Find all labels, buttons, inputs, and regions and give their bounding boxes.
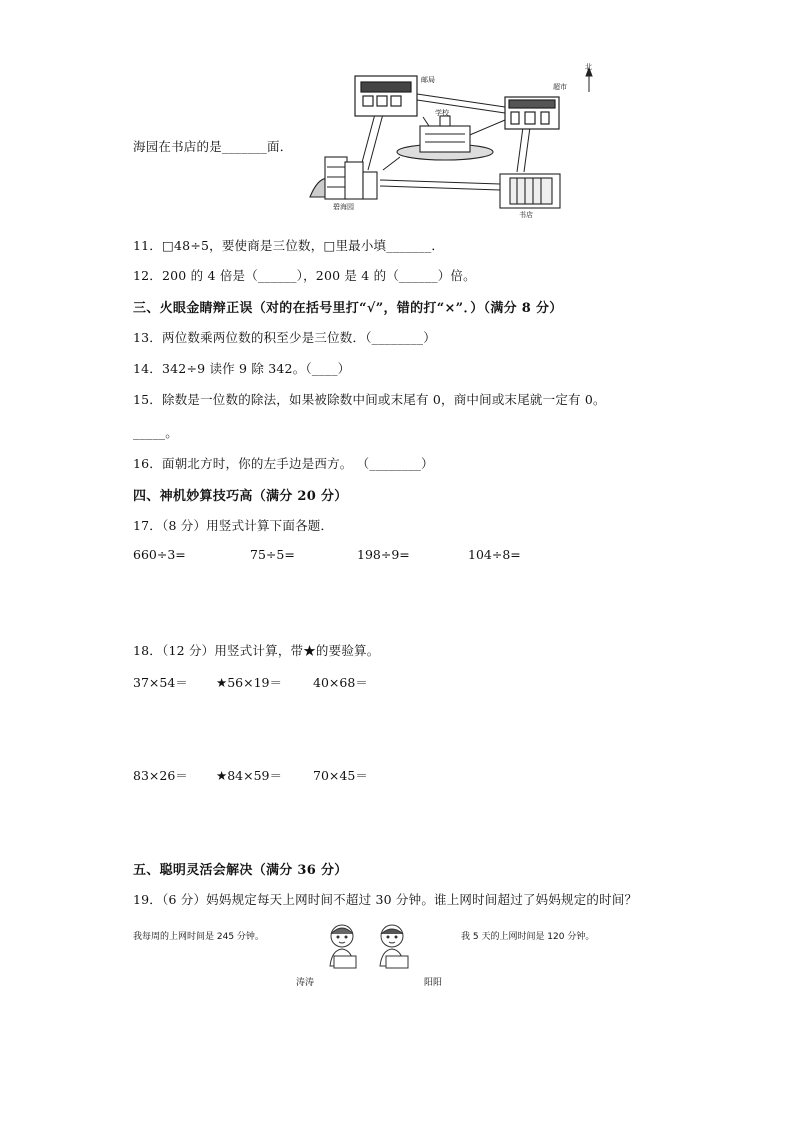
q17-text: 17．（8 分）用竖式计算下面各题．	[133, 518, 334, 533]
q16-text: 16．面朝北方时，你的左手边是西方。 （________）	[133, 456, 434, 471]
q12-text: 12．200 的 4 倍是（______），200 是 4 的（______）倍。	[133, 268, 476, 283]
supermarket-building	[505, 97, 559, 129]
map-label-north: 北	[585, 63, 592, 71]
park-building	[310, 157, 377, 199]
section4-title: 四、神机妙算技巧高（满分 20 分）	[133, 489, 348, 504]
q17-item: 660÷3=	[133, 547, 186, 562]
q17-item: 75÷5=	[250, 547, 295, 562]
map-label-post: 邮局	[421, 76, 435, 84]
map-label-market: 超市	[553, 83, 567, 91]
kids-drawing	[320, 922, 420, 974]
school-building	[397, 116, 493, 160]
q11-text: 11．□48÷5，要使商是三位数，□里最小填_______．	[133, 238, 445, 253]
map-label-bookstore: 书店	[519, 211, 533, 219]
section5-title: 五、聪明灵活会解决（满分 36 分）	[133, 863, 348, 878]
q18-item: ★56×19＝	[216, 675, 282, 690]
right-name: 阳阳	[424, 978, 443, 988]
q10-text: 海园在书店的是_______面．	[133, 139, 293, 154]
post-office-building	[355, 76, 417, 116]
q14-text: 14．342÷9 读作 9 除 342。（____）	[133, 361, 351, 376]
right-speech: 我 5 天的上网时间是 120 分钟。	[461, 932, 595, 942]
bookstore-building	[500, 174, 560, 208]
left-name: 涛涛	[296, 978, 315, 988]
q19-text: 19．（6 分）妈妈规定每天上网时间不超过 30 分钟。谁上网时间超过了妈妈规定的时间？	[133, 892, 638, 907]
q15-line1: 15．除数是一位数的除法，如果被除数中间或末尾有 0，商中间或末尾就一定有 0。	[133, 392, 606, 407]
section3-title: 三、火眼金睛辩正误（对的在括号里打“√”，错的打“×”．）（满分 8 分）	[133, 301, 563, 316]
q15-line2: _____。	[133, 425, 178, 440]
q18-item: 37×54＝	[133, 675, 188, 690]
q13-text: 13．两位数乘两位数的积至少是三位数．（________）	[133, 330, 436, 345]
left-speech: 我每周的上网时间是 245 分钟。	[133, 932, 264, 942]
q17-item: 198÷9=	[357, 547, 410, 562]
q17-item: 104÷8=	[468, 547, 521, 562]
q18-item: 83×26＝	[133, 768, 188, 783]
map-label-park: 碧海园	[333, 203, 354, 211]
q18-item: ★84×59＝	[216, 768, 282, 783]
q18-text: 18．（12 分）用竖式计算，带★的要验算。	[133, 643, 380, 658]
q18-item: 40×68＝	[313, 675, 368, 690]
map-label-school: 学校	[435, 109, 449, 117]
q18-item: 70×45＝	[313, 768, 368, 783]
kids-illustration	[320, 922, 420, 974]
direction-map	[305, 62, 605, 220]
